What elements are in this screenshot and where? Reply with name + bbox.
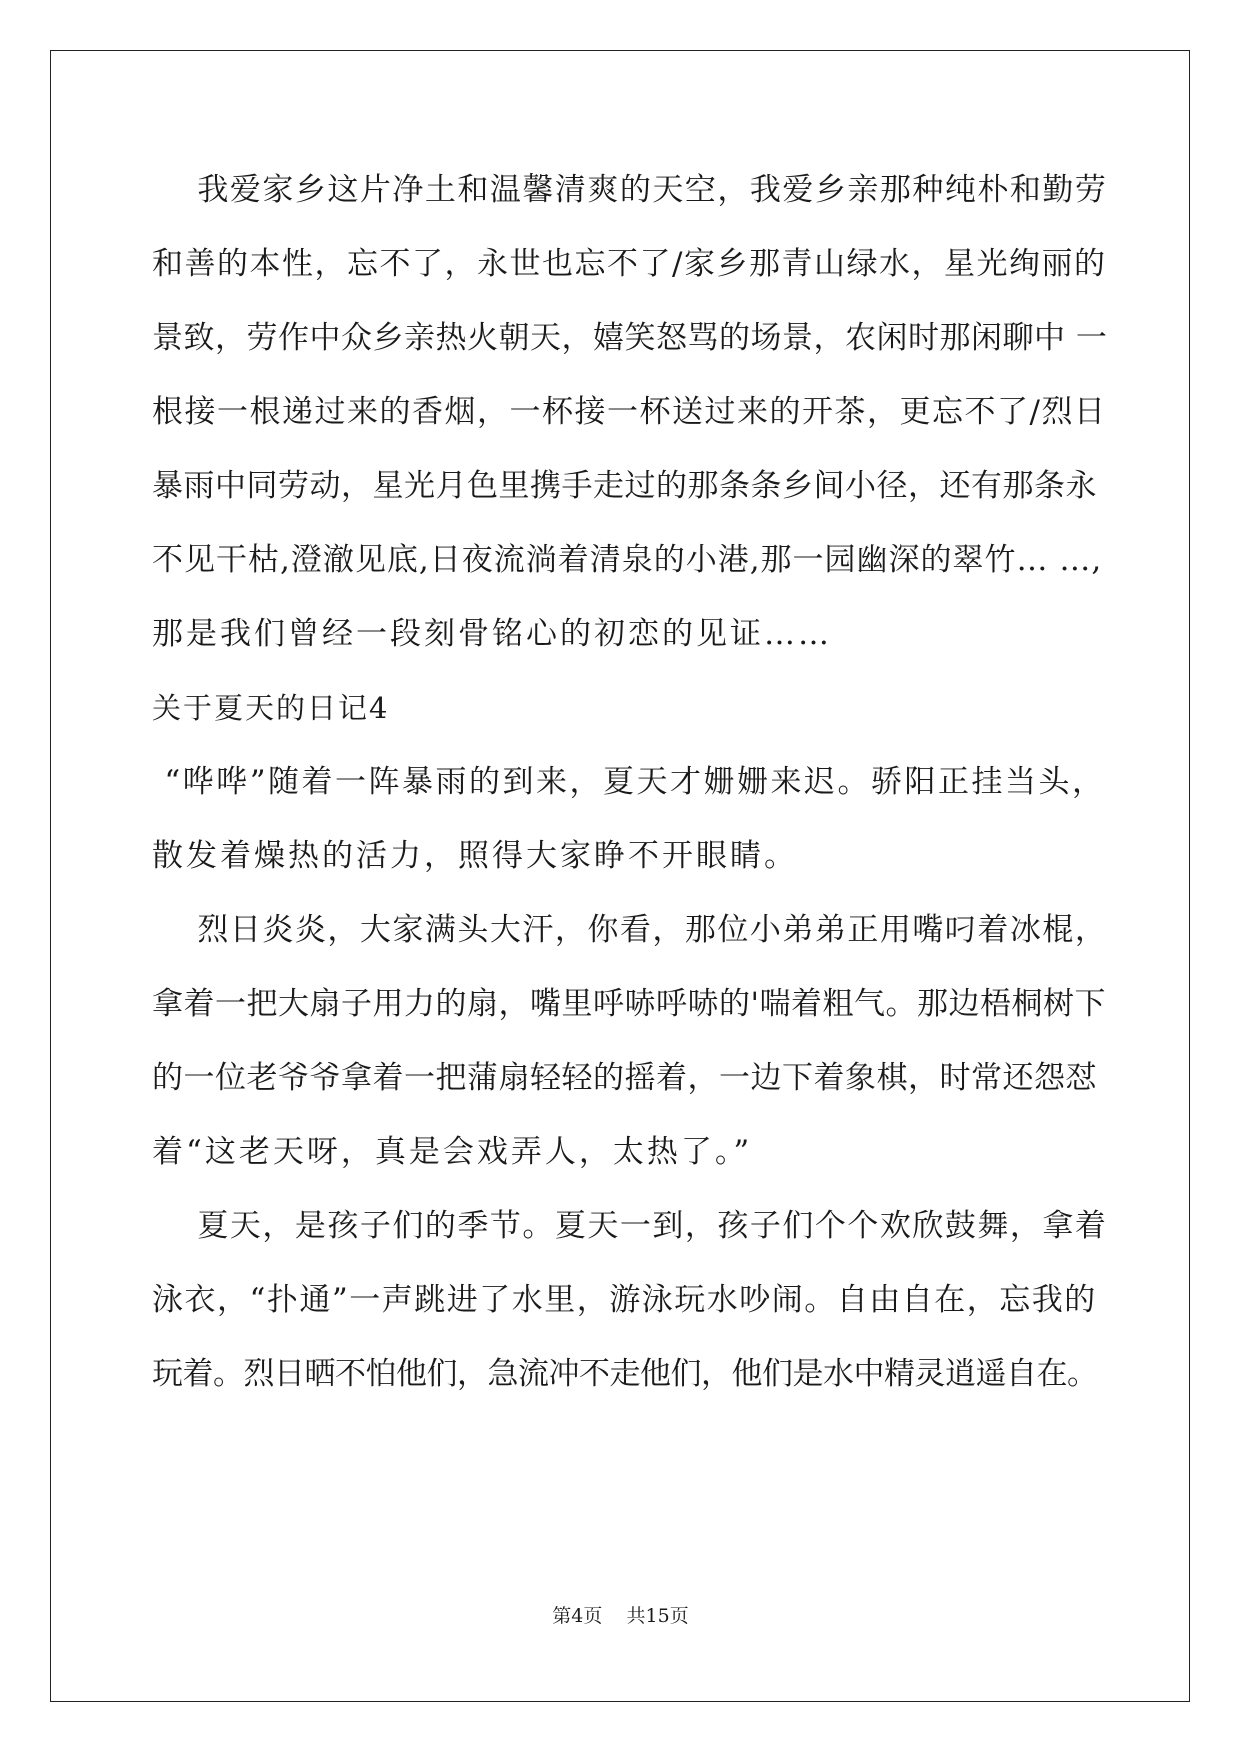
paragraph-3-line-4: 着“这老天呀，真是会戏弄人，太热了。” [152, 1134, 753, 1170]
paragraph-1-line-6: 不见干枯,澄澈见底,日夜流淌着清泉的小港,那一园幽深的翠竹… …, [152, 542, 1103, 578]
paragraph-4-line-2: 泳衣，“扑通”一声跳进了水里，游泳玩水吵闹。自由自在，忘我的 [152, 1282, 1097, 1318]
paragraph-2-line-2: 散发着燥热的活力，照得大家睁不开眼睛。 [152, 838, 798, 874]
paragraph-1-line-1: 我爱家乡这片净土和温馨清爽的天空，我爱乡亲那种纯朴和勤劳 [152, 172, 1108, 208]
section-title: 关于夏天的日记4 [152, 691, 390, 725]
page-number-footer: 第4页 共15页 [552, 1605, 689, 1627]
paragraph-3-line-2: 拿着一把大扇子用力的扇，嘴里呼哧呼哧的'喘着粗气。那边梧桐树下 [152, 986, 1107, 1022]
paragraph-3-line-1: 烈日炎炎，大家满头大汗，你看，那位小弟弟正用嘴叼着冰棍， [152, 912, 1108, 948]
paragraph-4-line-3: 玩着。烈日晒不怕他们，急流冲不走他们，他们是水中精灵逍遥自在。 [152, 1356, 1098, 1392]
paragraph-1-line-3: 景致，劳作中众乡亲热火朝天，嬉笑怒骂的场景，农闲时那闲聊中 一 [152, 320, 1108, 356]
paragraph-3-line-3: 的一位老爷爷拿着一把蒲扇轻轻的摇着，一边下着象棋，时常还怨怼 [152, 1060, 1097, 1096]
paragraph-1-line-5: 暴雨中同劳动，星光月色里携手走过的那条条乡间小径，还有那条永 [152, 468, 1097, 504]
page-border [50, 50, 1190, 1702]
paragraph-1-line-7: 那是我们曾经一段刻骨铭心的初恋的见证…… [152, 616, 832, 652]
paragraph-4-line-1: 夏天，是孩子们的季节。夏天一到，孩子们个个欢欣鼓舞，拿着 [152, 1208, 1108, 1244]
paragraph-1-line-2: 和善的本性，忘不了，永世也忘不了/家乡那青山绿水，星光绚丽的 [152, 246, 1107, 282]
paragraph-1-line-4: 根接一根递过来的香烟，一杯接一杯送过来的开茶，更忘不了/烈日 [152, 394, 1107, 430]
paragraph-2-line-1: “哗哗”随着一阵暴雨的到来，夏天才姗姗来迟。骄阳正挂当头， [152, 764, 1106, 800]
